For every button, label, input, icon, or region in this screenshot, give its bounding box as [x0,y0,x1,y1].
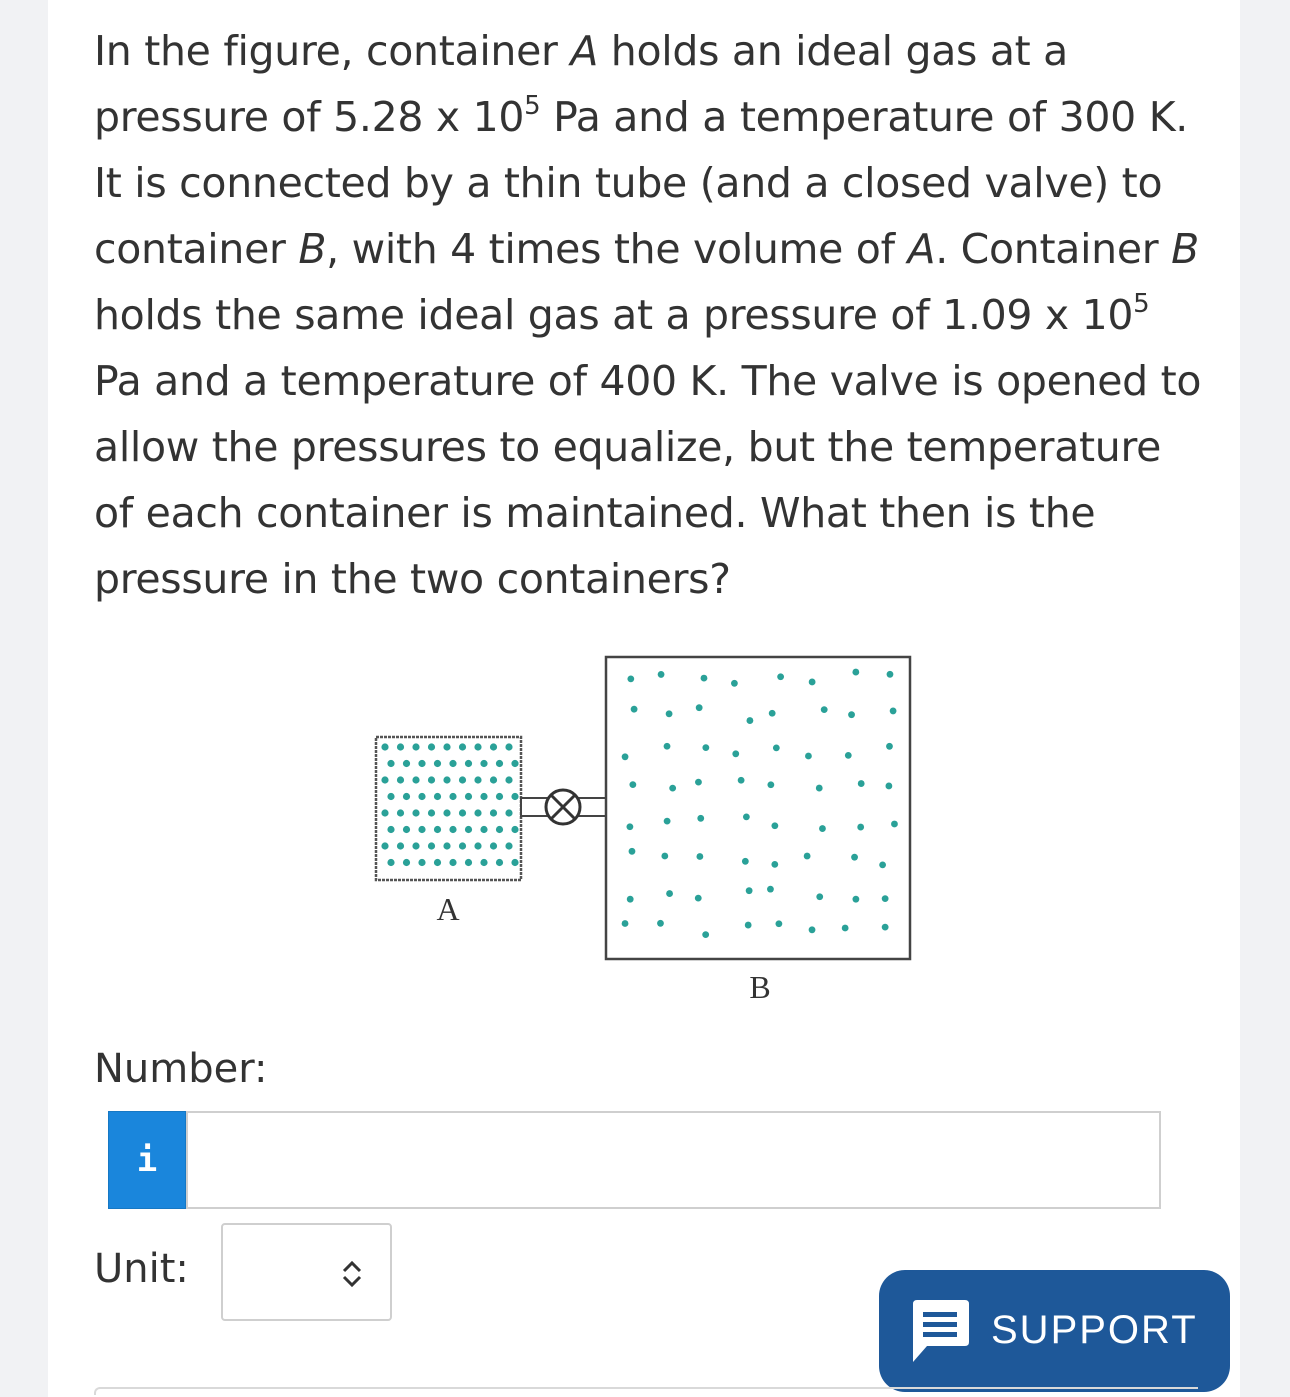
gas-particle [885,783,892,790]
gas-particle [696,704,703,711]
support-label: SUPPORT [991,1308,1198,1352]
gas-particle [696,853,703,860]
gas-particle [418,859,425,866]
gas-particle [669,785,676,792]
gas-particle [490,809,497,816]
gas-particle [890,708,897,715]
gas-particle [805,753,812,760]
number-label: Number: [94,1046,268,1092]
gas-particle [505,842,512,849]
gas-particle [459,776,466,783]
gas-particle [480,760,487,767]
gas-particle [661,853,668,860]
gas-particle [511,793,518,800]
gas-particle [397,842,404,849]
gas-particle [434,760,441,767]
gas-particle [459,842,466,849]
gas-particle [695,779,702,786]
gas-particle [804,853,811,860]
gas-particle [629,781,636,788]
gas-particle [418,760,425,767]
gas-particle [773,745,780,752]
gas-particle [459,809,466,816]
number-input[interactable] [186,1111,1161,1209]
gas-particle [746,887,753,894]
gas-particle [819,825,826,832]
gas-particle [434,859,441,866]
gas-particle [474,842,481,849]
gas-particle [821,706,828,713]
container-b [606,657,910,959]
gas-particle [666,710,673,717]
gas-particle [412,842,419,849]
gas-particle [505,809,512,816]
chat-icon [909,1298,971,1364]
gas-particle [480,793,487,800]
gas-particle [505,776,512,783]
gas-particle [886,743,893,750]
gas-particle [496,859,503,866]
gas-particle [428,842,435,849]
gas-particle [434,793,441,800]
gas-particle [627,896,634,903]
gas-particle [658,671,665,678]
gas-particle [443,776,450,783]
gas-particle [777,673,784,680]
gas-particle [891,821,898,828]
question-text: In the figure, container A holds an ideal gas at a pressure of 5.28 x $10^5$ Pa and a temperature of 300 K. It is connected by a thin tube (and a closed valve) to container B, with 4 times the volume of A. Container B holds the same ideal gas at a pressure of 1.09 x $10^5$ Pa and a temperature of 400 K. The valve is opened to allow the pressures to equalize, but the temperature of each container is maintained. What then is the pressure in the two containers? [94,27,1202,603]
gas-particle [842,925,849,932]
unit-label: Unit: [94,1246,189,1292]
gas-particle [449,793,456,800]
gas-particle [858,780,865,787]
gas-particle [412,809,419,816]
label-a: A [436,891,460,927]
gas-particle [697,815,704,822]
gas-particle [769,710,776,717]
gas-particle [490,743,497,750]
containers-figure [360,645,930,1015]
gas-particle [771,861,778,868]
gas-particle [459,743,466,750]
gas-particle [743,813,750,820]
gas-particle [701,675,708,682]
valve-icon [546,790,580,824]
gas-particle [848,711,855,718]
gas-particle [695,895,702,902]
gas-particle [511,760,518,767]
gas-particle [626,823,633,830]
gas-particle [381,809,388,816]
gas-particle [857,824,864,831]
gas-particle [851,854,858,861]
gas-particle [418,793,425,800]
gas-particle [767,886,774,893]
gas-particle [882,895,889,902]
gas-particle [511,826,518,833]
gas-particle [449,760,456,767]
gas-particle [775,920,782,927]
unit-select[interactable] [221,1223,392,1321]
gas-particle [474,743,481,750]
gas-particle [496,826,503,833]
support-button[interactable] [879,1270,1230,1392]
gas-particle [490,842,497,849]
gas-particle [622,920,629,927]
gas-particle [443,842,450,849]
gas-particle [381,776,388,783]
gas-particle [852,896,859,903]
gas-particle [511,859,518,866]
gas-particle [403,760,410,767]
gas-particle [809,679,816,686]
gas-particle [666,890,673,897]
gas-particle [387,793,394,800]
gas-particle [738,777,745,784]
gas-particle [771,822,778,829]
gas-particle [449,859,456,866]
gas-particle [397,743,404,750]
gas-particle [490,776,497,783]
container-a [376,737,521,880]
gas-particle [428,776,435,783]
gas-particle [387,760,394,767]
gas-particle [505,743,512,750]
gas-particle [732,750,739,757]
gas-particle [443,743,450,750]
gas-particle [397,776,404,783]
gas-particle [428,743,435,750]
gas-particle [434,826,441,833]
chevron-up-down-icon [340,1259,364,1289]
gas-particle [702,931,709,938]
gas-particle [816,893,823,900]
gas-particle [496,793,503,800]
gas-particle [731,680,738,687]
gas-particle [443,809,450,816]
gas-particle [480,859,487,866]
gas-particle [622,753,629,760]
divider [94,1387,1198,1395]
gas-particle [465,826,472,833]
gas-particle [465,859,472,866]
gas-particle [631,706,638,713]
gas-particle [480,826,487,833]
gas-particle [882,924,889,931]
gas-particle [845,752,852,759]
gas-particle [449,826,456,833]
gas-particle [418,826,425,833]
gas-particle [381,743,388,750]
gas-particle [657,920,664,927]
gas-particle [664,818,671,825]
gas-particle [428,809,435,816]
gas-particle [702,744,709,751]
gas-particle [745,922,752,929]
gas-particle [412,743,419,750]
gas-particle [387,859,394,866]
gas-particle [474,809,481,816]
gas-particle [747,717,754,724]
gas-particle [809,926,816,933]
label-b: B [749,969,771,1005]
gas-particle [852,669,859,676]
gas-particle [664,743,671,750]
gas-particle [474,776,481,783]
info-icon[interactable]: i [108,1111,186,1209]
gas-particle [403,859,410,866]
gas-particle [627,675,634,682]
gas-particle [767,781,774,788]
gas-particle [816,785,823,792]
gas-particle [465,793,472,800]
gas-particle [879,861,886,868]
gas-particle [629,848,636,855]
gas-particle [496,760,503,767]
gas-particle [403,826,410,833]
gas-particle [387,826,394,833]
gas-particle [887,671,894,678]
gas-particle [742,858,749,865]
gas-particle [412,776,419,783]
gas-particle [397,809,404,816]
gas-particle [465,760,472,767]
gas-particle [403,793,410,800]
gas-particle [381,842,388,849]
